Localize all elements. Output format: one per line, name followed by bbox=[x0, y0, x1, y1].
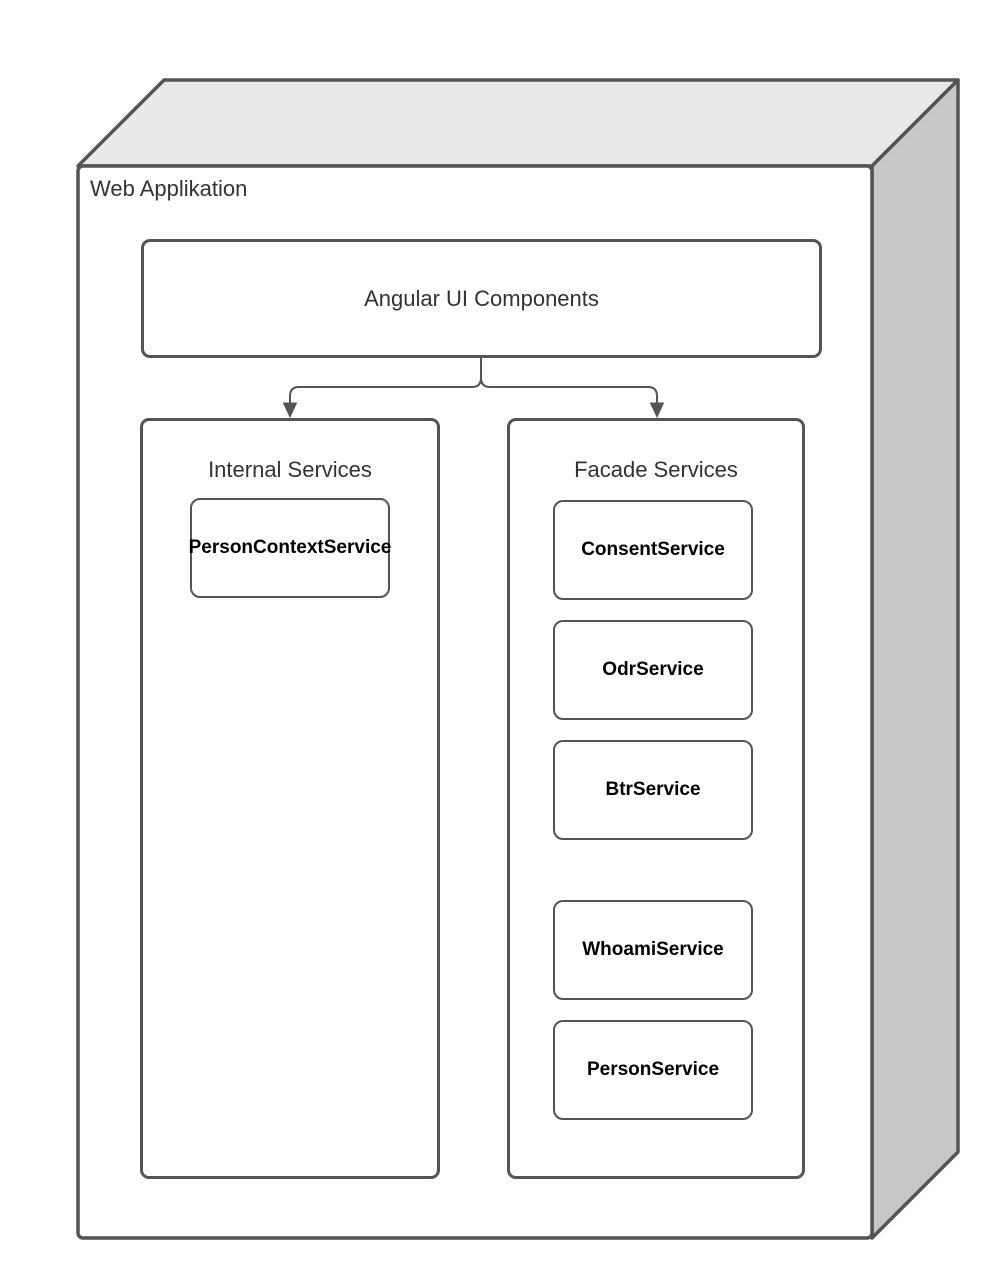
angular-ui-components-label: Angular UI Components bbox=[364, 285, 599, 311]
consent-service-label: ConsentService bbox=[581, 539, 725, 560]
person-service-label: PersonService bbox=[586, 1059, 720, 1080]
internal-services-title: Internal Services bbox=[208, 457, 372, 482]
container-label: Web Applikation bbox=[90, 176, 248, 201]
angular-ui-components-box bbox=[141, 239, 822, 358]
person-service-box bbox=[553, 1020, 753, 1120]
odr-service-box bbox=[553, 620, 753, 720]
facade-services-title: Facade Services bbox=[574, 457, 738, 482]
cube-top-face bbox=[78, 80, 958, 166]
odr-service-label: OdrService bbox=[602, 659, 704, 680]
btr-service-box bbox=[553, 740, 753, 840]
consent-service-box bbox=[553, 500, 753, 600]
whoami-service-box bbox=[553, 900, 753, 1000]
btr-service-label: BtrService bbox=[605, 779, 701, 800]
person-context-service-label: PersonContextService bbox=[188, 537, 392, 558]
person-context-service-box bbox=[190, 498, 390, 598]
whoami-service-label: WhoamiService bbox=[582, 939, 724, 960]
cube-side-face bbox=[872, 80, 958, 1238]
